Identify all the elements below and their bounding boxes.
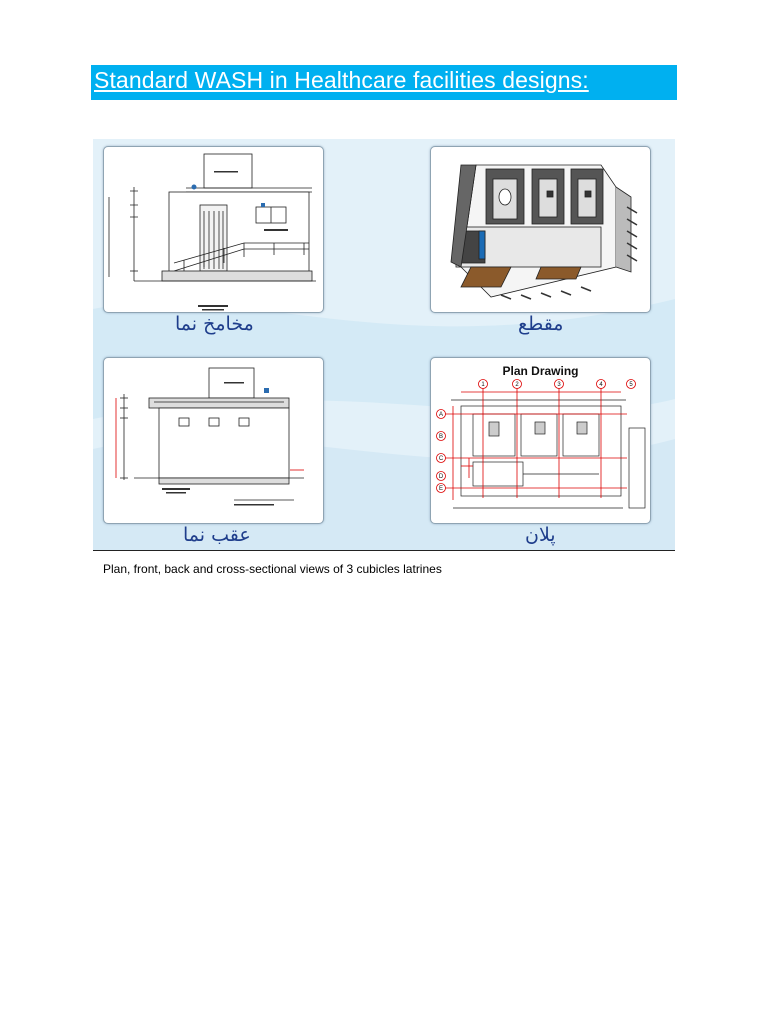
grid-letter-d: D xyxy=(438,474,444,480)
cross-section-drawing xyxy=(431,147,650,312)
grid-number-3: 3 xyxy=(557,382,561,388)
back-elevation-panel xyxy=(103,357,324,524)
grid-number-4: 4 xyxy=(599,382,603,388)
grid-letter-c: C xyxy=(438,456,444,462)
grid-number-2: 2 xyxy=(515,382,519,388)
plan-label: پلان xyxy=(525,524,556,546)
page-title: Standard WASH in Healthcare facilities designs: xyxy=(94,67,589,93)
back-elevation-drawing xyxy=(104,358,323,523)
figure-caption: Plan, front, back and cross-sectional views of 3 cubicles latrines xyxy=(103,562,442,576)
front-elevation-panel xyxy=(103,146,324,313)
title-band xyxy=(91,65,677,100)
plan-drawing-title: Plan Drawing xyxy=(502,364,579,378)
grid-letter-a: A xyxy=(438,412,444,418)
back-elevation-label: عقب نما xyxy=(183,524,251,546)
plan-drawing-panel xyxy=(430,357,651,524)
grid-letter-e: E xyxy=(438,486,444,492)
front-elevation-label: مخامخ نما xyxy=(175,313,254,335)
plan-drawing xyxy=(431,358,650,523)
cross-section-panel xyxy=(430,146,651,313)
latrine-design-figure xyxy=(93,139,675,551)
grid-letter-b: B xyxy=(438,434,444,440)
front-elevation-drawing xyxy=(104,147,323,312)
cross-section-label: مقطع xyxy=(518,313,564,335)
grid-number-1: 1 xyxy=(481,382,485,388)
grid-number-5: 5 xyxy=(629,382,633,388)
